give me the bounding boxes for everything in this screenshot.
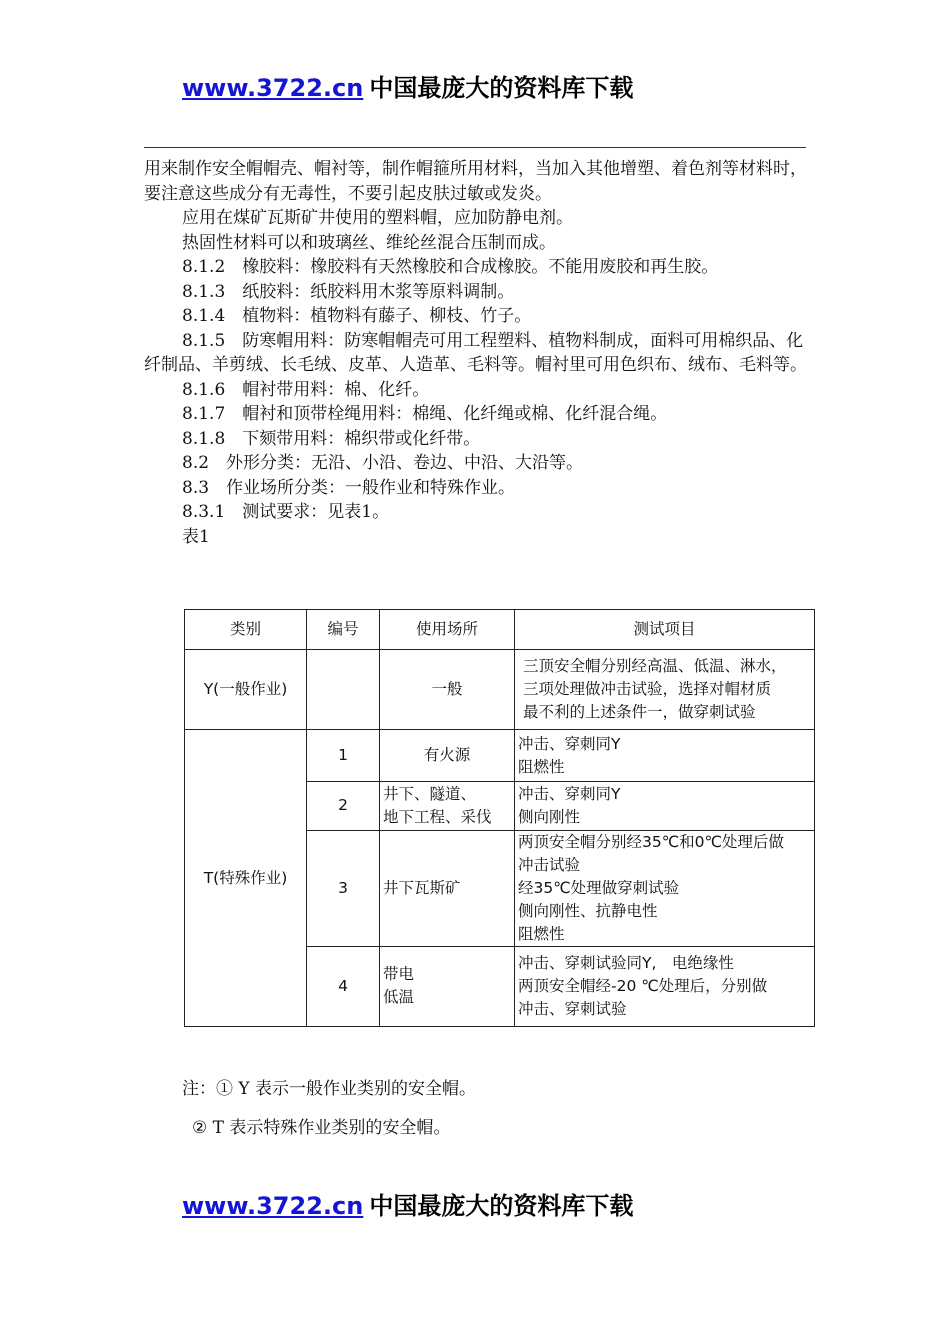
- test-cell: 冲击、穿刺同Y 侧向刚性: [515, 782, 815, 830]
- site-tagline: 中国最庞大的资料库下载: [369, 1192, 634, 1220]
- test-cell: 两顶安全帽分别经35℃和0℃处理后做 冲击试验 经35℃处理做穿刺试验 侧向刚性、抗静电性 阻燃性: [515, 830, 815, 946]
- number-cell: 3: [307, 830, 380, 946]
- place-cell: 井下瓦斯矿: [380, 830, 515, 946]
- column-header: 测试项目: [515, 610, 815, 650]
- body-line: 8.3 作业场所分类：一般作业和特殊作业。: [182, 477, 516, 498]
- column-header: 使用场所: [380, 610, 515, 650]
- table-row: [185, 730, 815, 782]
- body-line: 8.1.5 防寒帽用料：防寒帽帽壳可用工程塑料、植物料制成，面料可用棉织品、化纤制品、羊剪绒、长毛绒、皮革、人造革、毛料等。帽衬里可用色织布、绒布、毛料等。: [144, 330, 807, 375]
- header-rule: [144, 147, 806, 148]
- table-header-row: [185, 610, 815, 650]
- header-banner: [0, 68, 950, 103]
- number-cell: [307, 650, 380, 730]
- place-cell: 井下、隧道、 地下工程、采伐: [380, 782, 515, 830]
- test-cell: 冲击、穿刺试验同Y, 电绝缘性 两顶安全帽经-20 ℃处理后，分别做 冲击、穿刺试验: [515, 946, 815, 1026]
- site-link[interactable]: www.3722.cn: [182, 74, 364, 102]
- body-line: 8.1.6 帽衬带用料：棉、化纤。: [182, 379, 430, 400]
- body-line: 8.1.7 帽衬和顶带栓绳用料：棉绳、化纤绳或棉、化纤混合绳。: [182, 404, 668, 424]
- site-tagline: 中国最庞大的资料库下载: [369, 74, 634, 102]
- table-note: ② T 表示特殊作业类别的安全帽。: [192, 1118, 451, 1138]
- test-requirements-table: [184, 609, 815, 1027]
- footer-banner: [0, 1186, 950, 1221]
- body-line: 8.1.3 纸胶料：纸胶料用木浆等原料调制。: [182, 281, 515, 302]
- column-header: 类别: [185, 610, 307, 650]
- body-line: 8.1.8 下颏带用料：棉织带或化纤带。: [182, 428, 481, 449]
- body-line: 8.2 外形分类：无沿、小沿、卷边、中沿、大沿等。: [182, 453, 584, 473]
- test-cell: 三顶安全帽分别经高温、低温、淋水， 三项处理做冲击试验，选择对帽材质 最不利的上述条件一，做穿刺试验: [515, 650, 815, 730]
- category-cell: T(特殊作业): [185, 730, 307, 1027]
- body-line: 应用在煤矿瓦斯矿井使用的塑料帽，应加防静电剂。: [182, 208, 573, 228]
- body-text: [144, 157, 810, 549]
- number-cell: 1: [307, 730, 380, 782]
- body-line: 8.3.1 测试要求：见表1。: [182, 502, 390, 522]
- category-cell: Y(一般作业): [185, 650, 307, 730]
- place-cell: 带电 低温: [380, 946, 515, 1026]
- number-cell: 4: [307, 946, 380, 1026]
- place-cell: 有火源: [380, 730, 515, 782]
- body-line: 用来制作安全帽帽壳、帽衬等，制作帽箍所用材料，当加入其他增塑、着色剂等材料时，要注意这些成分有无毒性，不要引起皮肤过敏或发炎。: [144, 159, 807, 204]
- table-row: [185, 650, 815, 730]
- test-cell: 冲击、穿刺同Y 阻燃性: [515, 730, 815, 782]
- body-line: 8.1.2 橡胶料：橡胶料有天然橡胶和合成橡胶。不能用废胶和再生胶。: [182, 257, 719, 277]
- table-note: 注：① Y 表示一般作业类别的安全帽。: [182, 1079, 477, 1099]
- body-line: 8.1.4 植物料：植物料有藤子、柳枝、竹子。: [182, 306, 532, 326]
- number-cell: 2: [307, 782, 380, 830]
- table-caption: 表1: [182, 526, 210, 547]
- place-cell: 一般: [380, 650, 515, 730]
- site-link[interactable]: www.3722.cn: [182, 1192, 364, 1220]
- column-header: 编号: [307, 610, 380, 650]
- body-line: 热固性材料可以和玻璃丝、维纶丝混合压制而成。: [182, 232, 556, 253]
